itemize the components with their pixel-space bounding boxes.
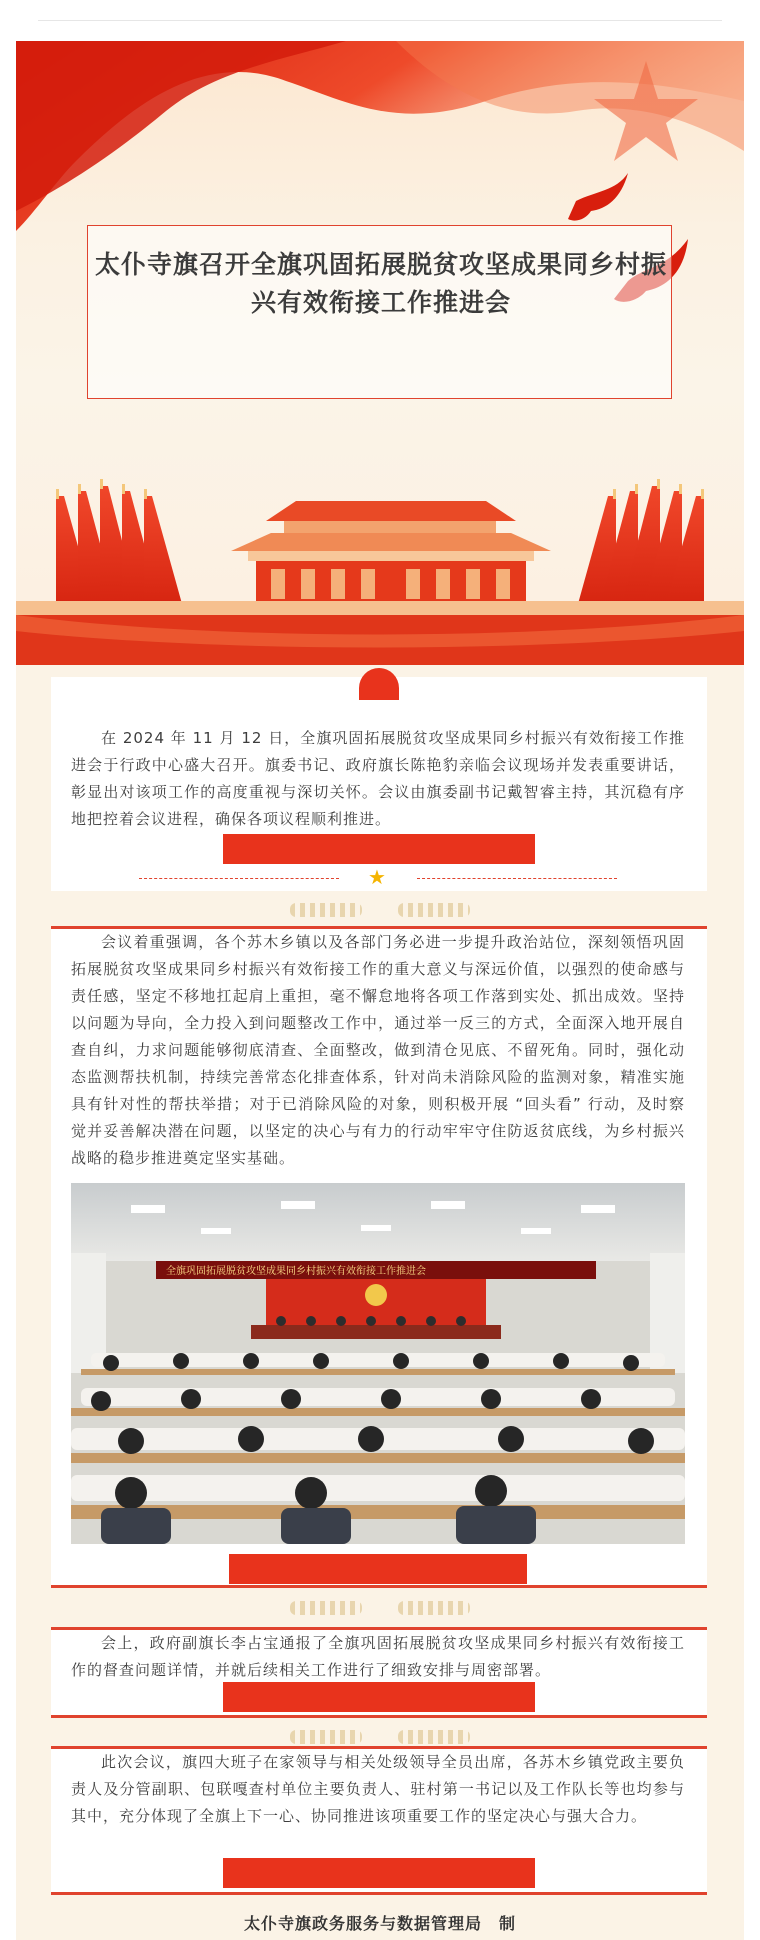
chevron-ornament bbox=[398, 903, 470, 917]
attendance-card bbox=[51, 1746, 707, 1895]
detail-card bbox=[51, 926, 707, 1588]
inspection-card bbox=[51, 1627, 707, 1718]
dove-icon bbox=[568, 173, 628, 221]
ornament-divider bbox=[16, 1598, 744, 1618]
ornament-divider bbox=[16, 1727, 744, 1747]
chevron-ornament bbox=[290, 1601, 362, 1615]
article-title: 太仆寺旗召开全旗巩固拓展脱贫攻坚成果同乡村振兴有效衔接工作推进会 bbox=[94, 250, 667, 317]
red-bar bbox=[223, 1858, 535, 1888]
dashed-line-right bbox=[417, 878, 617, 879]
paragraph-1: 在 2024 年 11 月 12 日，全旗巩固拓展脱贫攻坚成果同乡村振兴有效衔接工作推进会于行政中心盛大召开。旗委书记、政府旗长陈艳豹亲临会议现场并发表重要讲话，彰显出对该项工作的高度重视与深切关怀。会议由旗委副书记戴智睿主持，其沉稳有序地把控着会议进程，确保各项议程顺利推进。 bbox=[71, 729, 685, 828]
chevron-ornament bbox=[398, 1730, 470, 1744]
red-bar bbox=[223, 1682, 535, 1712]
ornament-divider bbox=[16, 900, 744, 920]
semicircle-ornament bbox=[359, 668, 399, 700]
article-page bbox=[16, 41, 744, 1940]
photo-banner-text: 全旗巩固拓展脱贫攻坚成果同乡村振兴有效衔接工作推进会 bbox=[166, 1266, 426, 1277]
paragraph-3: 会上，政府副旗长李占宝通报了全旗巩固拓展脱贫攻坚成果同乡村振兴有效衔接工作的督查问题详情，并就后续相关工作进行了细致安排与周密部署。 bbox=[71, 1634, 685, 1679]
meeting-photo bbox=[71, 1183, 685, 1544]
chevron-ornament bbox=[290, 903, 362, 917]
gate-tower-graphic bbox=[231, 501, 551, 606]
chevron-ornament bbox=[398, 1601, 470, 1615]
chevron-ornament bbox=[290, 1730, 362, 1744]
dashed-line-left bbox=[139, 878, 339, 879]
red-bar bbox=[229, 1554, 527, 1584]
header-banner bbox=[16, 41, 744, 665]
red-bar bbox=[223, 834, 535, 864]
paragraph-4: 此次会议，旗四大班子在家领导与相关处级领导全员出席，各苏木乡镇党政主要负责人及分管副职、包联嘎查村单位主要负责人、驻村第一书记以及工作队长等也均参与其中，充分体现了全旗上下一心、协同推进该项重要工作的坚定决心与强大合力。 bbox=[71, 1753, 685, 1825]
publisher-credit: 太仆寺旗政务服务与数据管理局 制 bbox=[243, 1914, 516, 1933]
star-icon: ★ bbox=[368, 865, 386, 889]
top-divider bbox=[38, 20, 722, 21]
paragraph-2: 会议着重强调，各个苏木乡镇以及各部门务必进一步提升政治站位，深刻领悟巩固拓展脱贫攻坚成果同乡村振兴有效衔接工作的重大意义与深远价值，以强烈的使命感与责任感，坚定不移地扛起肩上重担，毫不懈怠地将各项工作落到实处、抓出成效。坚持以问题为导向，全力投入到问题整改工作中，通过举一反三的方式，全面深入地开展自查自纠，力求问题能够彻底清查、全面整改，做到清仓见底、不留死角。同时，强化动态监测帮扶机制，持续完善常态化排查体系，针对尚未消除风险的监测对象，精准实施具有针对性的帮扶举措；对于已消除风险的对象，则积极开展 “回头看” 行动，及时察觉并妥善解决潜在问题，以坚定的决心与有力的行动牢牢守住防返贫底线，为乡村振兴战略的稳步推进奠定坚实基础。 bbox=[71, 933, 685, 1167]
intro-card bbox=[51, 677, 707, 891]
